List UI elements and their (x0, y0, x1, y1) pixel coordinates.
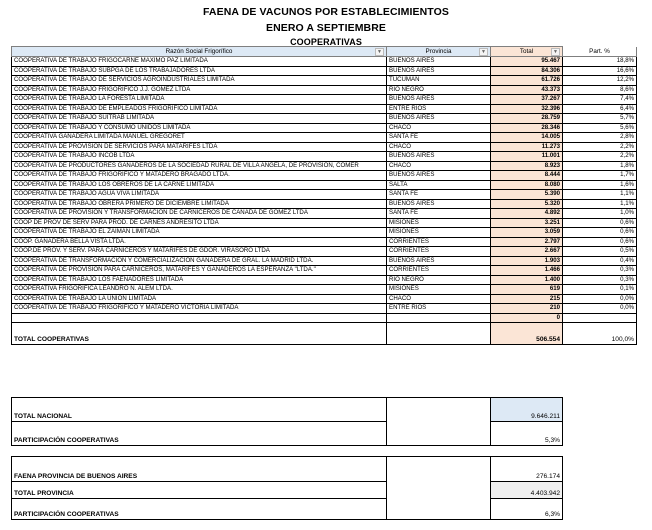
total-cooperativas-provincia (387, 323, 491, 345)
cell-total: 43.373 (491, 85, 563, 95)
total-cooperativas-row (12, 323, 637, 345)
cell-total: 11.273 (491, 142, 563, 152)
cell-total: 4.892 (491, 209, 563, 219)
cell-total: 0 (491, 313, 563, 323)
cooperatives-table (11, 46, 637, 345)
table-row (12, 237, 637, 247)
province-summary-table (11, 456, 563, 520)
cell-part: 2,2% (563, 142, 637, 152)
header-part-label: Part. % (589, 47, 610, 55)
cell-part: 0,0% (563, 304, 637, 314)
cell-provincia: BUENOS AIRES (387, 256, 491, 266)
cell-part: 0,1% (563, 285, 637, 295)
province-participation-label: PARTICIPACIÓN COOPERATIVAS (12, 499, 387, 520)
cell-provincia: MISIONES (387, 218, 491, 228)
cell-total: 28.346 (491, 123, 563, 133)
cell-part (563, 313, 637, 323)
cell-provincia: CORRIENTES (387, 237, 491, 247)
table-row (12, 190, 637, 200)
national-participation-label: PARTICIPACIÓN COOPERATIVAS (12, 422, 387, 446)
cell-razon-social: COOPERATIVA DE PROVISION Y TRANSFORMACION DE CARNICEROS DE CAÑADA DE GOMEZ LTDA (12, 209, 387, 219)
header-total-label: Total (519, 48, 534, 55)
cell-total: 1.466 (491, 266, 563, 276)
table-row (12, 266, 637, 276)
header-razon-social-label: Razón Social Frigorífico (165, 48, 233, 55)
cell-provincia: SANTA FE (387, 133, 491, 143)
cell-razon-social: COOPERATIVA DE TRABAJO FRIGORIFICO J.J. GOMEZ LTDA (12, 85, 387, 95)
cell-part: 5,7% (563, 114, 637, 124)
cell-provincia: BUENOS AIRES (387, 199, 491, 209)
report-title: FAENA DE VACUNOS POR ESTABLECIMIENTOS (203, 6, 449, 18)
table-row (12, 85, 637, 95)
cell-total: 3.251 (491, 218, 563, 228)
cell-provincia: BUENOS AIRES (387, 114, 491, 124)
cell-razon-social: COOPERATIVA DE TRABAJO INCOB LTDA (12, 152, 387, 162)
table-row (12, 123, 637, 133)
faena-provincia-value: 276.174 (491, 457, 563, 482)
cell-part: 0,6% (563, 228, 637, 238)
cell-total: 5.390 (491, 190, 563, 200)
cell-part: 1,8% (563, 161, 637, 171)
total-provincia-value: 4.403.942 (491, 482, 563, 499)
cell-razon-social: COOPERATIVA DE TRABAJO LA FORESTA LIMITADA (12, 95, 387, 105)
cell-part: 1,0% (563, 209, 637, 219)
cell-total: 210 (491, 304, 563, 314)
cell-part: 1,1% (563, 190, 637, 200)
header-total (491, 47, 563, 57)
cell-total: 619 (491, 285, 563, 295)
total-nacional-value: 9.646.211 (491, 398, 563, 422)
cell-razon-social: COOPERATIVA DE TRABAJO Y CONSUMO UNIDOS LIMITADA (12, 123, 387, 133)
table-row (12, 285, 637, 295)
cell-provincia (387, 313, 491, 323)
cell-razon-social: COOPERATIVA DE TRABAJO DE SERVICIOS AGROINDUSTRIALES LIMITADA (12, 76, 387, 86)
cell-provincia: CHACO (387, 161, 491, 171)
cell-total: 14.005 (491, 133, 563, 143)
cell-provincia: BUENOS AIRES (387, 66, 491, 76)
cell-part: 6,4% (563, 104, 637, 114)
table-row (12, 142, 637, 152)
table-row (12, 294, 637, 304)
header-provincia-label: Provincia (425, 48, 452, 55)
table-row (12, 313, 637, 323)
table-row (12, 218, 637, 228)
cell-razon-social: COOPERATIVA DE TRABAJO LOS OBREROS DE LA CARNE LIMITADA (12, 180, 387, 190)
cell-provincia: CORRIENTES (387, 247, 491, 257)
cell-provincia: BUENOS AIRES (387, 95, 491, 105)
table-row (12, 114, 637, 124)
cell-razon-social: COOPERATIVA DE TRABAJO FRIGOCARNE MAXIMO PAZ LIMITADA (12, 57, 387, 67)
cell-part: 1,1% (563, 199, 637, 209)
cell-part: 16,6% (563, 66, 637, 76)
cell-total: 3.059 (491, 228, 563, 238)
cell-razon-social: COOP. GANADERA BELLA VISTA LTDA. (12, 237, 387, 247)
cell-provincia: RIO NEGRO (387, 275, 491, 285)
cell-part: 0,4% (563, 256, 637, 266)
dropdown-filter-icon[interactable]: ▼ (551, 48, 560, 56)
cell-part: 18,8% (563, 57, 637, 67)
cell-total: 84.306 (491, 66, 563, 76)
total-cooperativas-label: TOTAL COOPERATIVAS (12, 323, 387, 345)
province-empty-cell (387, 457, 491, 520)
cell-razon-social: COOPERATIVA DE TRABAJO SUBPGA DE LOS TRABAJADORES LTDA (12, 66, 387, 76)
cell-provincia: ENTRE RIOS (387, 304, 491, 314)
cell-razon-social: COOPERATIVA DE TRABAJO EL ZAIMAN LIMITADA (12, 228, 387, 238)
dropdown-filter-icon[interactable]: ▼ (479, 48, 488, 56)
cell-total: 95.467 (491, 57, 563, 67)
cell-razon-social: COOP DE PROV DE SERV PARA PROD. DE CARNES ANDRESITO LTDA (12, 218, 387, 228)
cell-provincia: SALTA (387, 180, 491, 190)
cell-total: 28.759 (491, 114, 563, 124)
cell-total: 32.396 (491, 104, 563, 114)
cell-part: 0,5% (563, 247, 637, 257)
table-row (12, 209, 637, 219)
cell-razon-social: COOPERATIVA DE PROVISION DE SERVICIOS PARA MATARIFES LTDA (12, 142, 387, 152)
cell-razon-social: COOPERATIVA DE PRODUCTORES GANADEROS DE LA SOCIEDAD RURAL DE VILLA ANGELA, DE PROVISION, COMER (12, 161, 387, 171)
cell-total: 215 (491, 294, 563, 304)
cell-total: 8.080 (491, 180, 563, 190)
cell-razon-social: COOPERATIVA GANADERA LIMITADA MANUEL GREGORET (12, 133, 387, 143)
table-row (12, 304, 637, 314)
cell-razon-social: COOPERATIVA DE TRABAJO AGUA VIVA LIMITADA (12, 190, 387, 200)
province-participation-value: 6,3% (491, 499, 563, 520)
cell-part: 1,6% (563, 180, 637, 190)
table-row (12, 247, 637, 257)
report-period: ENERO A SEPTIEMBRE (265, 22, 387, 34)
cell-provincia: MISIONES (387, 285, 491, 295)
cell-razon-social: COOPERATIVA DE TRABAJO DE EMPLEADOS FRIGORIFICO LIMITADA (12, 104, 387, 114)
cell-total: 8.444 (491, 171, 563, 181)
cell-provincia: CORRIENTES (387, 266, 491, 276)
cell-provincia: RIO NEGRO (387, 85, 491, 95)
cell-part: 2,2% (563, 152, 637, 162)
total-cooperativas-part: 100,0% (563, 323, 637, 345)
cell-total: 2.667 (491, 247, 563, 257)
cell-part: 0,0% (563, 294, 637, 304)
cell-part: 2,8% (563, 133, 637, 143)
total-nacional-row (12, 398, 563, 422)
cell-razon-social: COOPERATIVA FRIGORIFICA LEANDRO N. ALEM LTDA. (12, 285, 387, 295)
table-row (12, 180, 637, 190)
cell-total: 8.923 (491, 161, 563, 171)
national-participation-value: 5,3% (491, 422, 563, 446)
cell-part: 5,6% (563, 123, 637, 133)
total-nacional-label: TOTAL NACIONAL (12, 398, 387, 422)
cell-provincia: BUENOS AIRES (387, 171, 491, 181)
header-provincia (387, 47, 491, 57)
national-empty-cell (387, 398, 491, 446)
table-row (12, 66, 637, 76)
cell-razon-social: COOPERATIVA DE TRANSFORMACION Y COMERCIALIZACION GANADERA DE GRAL. LA MADRID LTDA. (12, 256, 387, 266)
cell-provincia: TUCUMAN (387, 76, 491, 86)
table-row (12, 57, 637, 67)
cell-total: 11.001 (491, 152, 563, 162)
cell-razon-social: COOPERATIVA DE TRABAJO SUITRAB LIMITADA (12, 114, 387, 124)
cell-total: 5.320 (491, 199, 563, 209)
cell-razon-social: COOPERATIVA DE TRABAJO LA UNION LIMITADA (12, 294, 387, 304)
table-row (12, 95, 637, 105)
cell-total: 2.797 (491, 237, 563, 247)
cell-provincia: CHACO (387, 142, 491, 152)
cell-razon-social: COOPERATIVA DE TRABAJO LOS FAENADORES LIMITADA (12, 275, 387, 285)
cell-provincia: BUENOS AIRES (387, 152, 491, 162)
cell-total: 61.726 (491, 76, 563, 86)
total-cooperativas-value: 506.554 (491, 323, 563, 345)
table-row (12, 104, 637, 114)
cell-razon-social (12, 313, 387, 323)
cell-part: 0,6% (563, 237, 637, 247)
cell-provincia: ENTRE RIOS (387, 104, 491, 114)
cell-part: 8,6% (563, 85, 637, 95)
cell-part: 0,3% (563, 275, 637, 285)
cell-razon-social: COOPERATIVA DE TRABAJO FRIGORIFICO Y MATADERO VICTORIA LIMITADA (12, 304, 387, 314)
cell-razon-social: COOP.DE PROV. Y SERV. PARA CARNICEROS Y MATARIFES DE GDOR. VIRASORO LTDA (12, 247, 387, 257)
table-row (12, 275, 637, 285)
cell-total: 1.903 (491, 256, 563, 266)
table-row (12, 76, 637, 86)
cell-provincia: CHACO (387, 294, 491, 304)
cell-razon-social: COOPERATIVA DE TRABAJO FRIGORIFICO Y MATADERO BRAGADO LTDA. (12, 171, 387, 181)
cell-provincia: CHACO (387, 123, 491, 133)
national-summary-table (11, 397, 563, 446)
cell-provincia: MISIONES (387, 228, 491, 238)
total-provincia-label: TOTAL PROVINCIA (12, 482, 387, 499)
cell-provincia: SANTA FE (387, 190, 491, 200)
cell-part: 12,2% (563, 76, 637, 86)
header-razon-social (12, 47, 387, 57)
table-row (12, 171, 637, 181)
table-row (12, 256, 637, 266)
cell-razon-social: COOPERATIVA DE PROVISION PARA CARNICEROS, MATARIFES Y GANADEROS LA ESPERANZA "LTDA." (12, 266, 387, 276)
cell-provincia: BUENOS AIRES (387, 57, 491, 67)
header-part (563, 47, 637, 57)
cell-part: 0,3% (563, 266, 637, 276)
table-row (12, 133, 637, 143)
table-row (12, 152, 637, 162)
faena-provincia-row (12, 457, 563, 482)
cell-total: 1.400 (491, 275, 563, 285)
cell-part: 1,7% (563, 171, 637, 181)
cell-razon-social: COOPERATIVA DE TRABAJO OBRERA PRIMERO DE DICIEMBRE LIMITADA (12, 199, 387, 209)
table-row (12, 228, 637, 238)
table-row (12, 161, 637, 171)
table-row (12, 199, 637, 209)
cell-total: 37.267 (491, 95, 563, 105)
cell-provincia: SANTA FE (387, 209, 491, 219)
dropdown-filter-icon[interactable]: ▼ (375, 48, 384, 56)
faena-provincia-label: FAENA PROVINCIA DE BUENOS AIRES (12, 457, 387, 482)
cell-part: 0,6% (563, 218, 637, 228)
header-row (12, 47, 637, 57)
section-title: COOPERATIVAS (290, 37, 362, 47)
cell-part: 7,4% (563, 95, 637, 105)
